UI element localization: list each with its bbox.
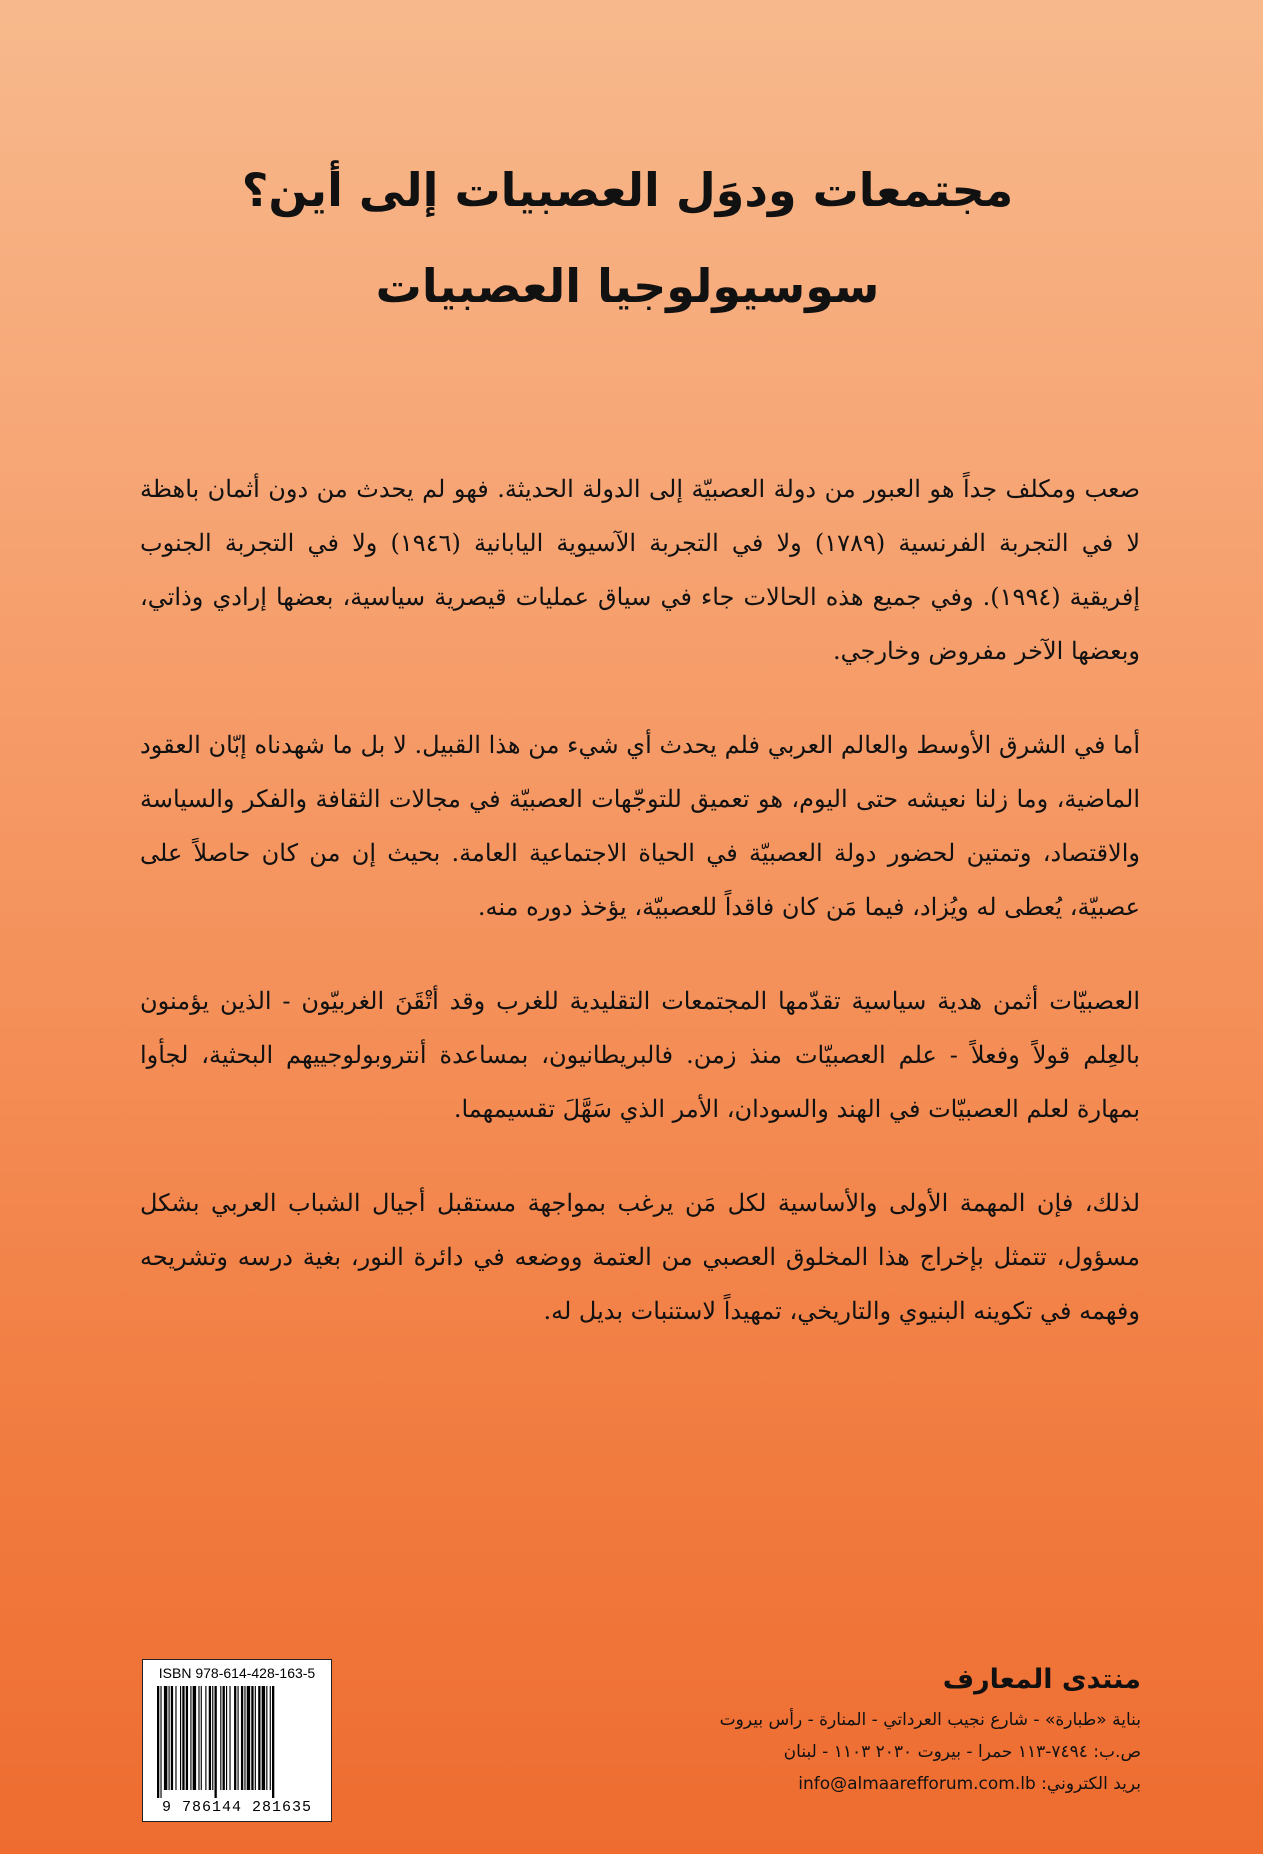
publisher-block xyxy=(641,1660,1141,1800)
blurb-paragraph-1: صعب ومكلف جداً هو العبور من دولة العصبيّة إلى الدولة الحديثة. فهو لم يحدث من دون أثمان باهظة لا في التجربة الفرنسية (١٧٨٩) ولا في التجربة الآسيوية اليابانية (١٩٤٦) ولا في التجربة الجنوب إفريقية (١٩٩٤). وفي جميع هذه الحالات جاء في سياق عمليات قيصرية سياسية، بعضها إرادي وذاتي، وبعضها الآخر مفروض وخارجي. xyxy=(140,475,1141,665)
blurb-paragraph-2: أما في الشرق الأوسط والعالم العربي فلم يحدث أي شيء من هذا القبيل. لا بل ما شهدناه إبّان العقود الماضية، وما زلنا نعيشه حتى اليوم، هو تعميق للتوجّهات العصبيّة في مجالات الثقافة والفكر والسياسة والاقتصاد، وتمتين لحضور دولة العصبيّة في الحياة الاجتماعية العامة. بحيث إن من كان حاصلاً على عصبيّة، يُعطى له ويُزاد، فيما مَن كان فاقداً للعصبيّة، يؤخذ دوره منه. xyxy=(140,731,1141,921)
book-title: مجتمعات ودوَل العصبيات إلى أين؟ xyxy=(241,163,1014,217)
publisher-email: بريد الكتروني: info@almaarefforum.com.lb xyxy=(798,1774,1141,1794)
isbn-barcode xyxy=(142,1659,332,1822)
blurb-text xyxy=(140,462,1140,1378)
book-subtitle: سوسيولوجيا العصبيات xyxy=(375,259,880,313)
publisher-name: منتدى المعارف xyxy=(942,1664,1141,1695)
blurb-paragraph-3: العصبيّات أثمن هدية سياسية تقدّمها المجتمعات التقليدية للغرب وقد أتْقَنَ الغربيّون - الذين يؤمنون بالعِلم قولاً وفعلاً - علم العصبيّات منذ زمن. فالبريطانيون، بمساعدة أنتروبولوجييهم البحثية، لجأوا بمهارة لعلم العصبيّات في الهند والسودان، الأمر الذي سَهَّلَ تقسيمهما. xyxy=(140,987,1140,1123)
barcode-digits: 9 786144 281635 xyxy=(161,1799,313,1816)
blurb-paragraph-4: لذلك، فإن المهمة الأولى والأساسية لكل مَن يرغب بمواجهة مستقبل أجيال الشباب العربي بشكل مسؤول، تتمثل بإخراج هذا المخلوق العصبي من العتمة ووضعه في دائرة النور، بغية درسه وتشريحه وفهمه في تكوينه البنيوي والتاريخي، تمهيداً لاستنبات بديل له. xyxy=(140,1189,1140,1325)
isbn-label: ISBN 978-614-428-163-5 xyxy=(158,1665,316,1681)
publisher-po-box: ص.ب: ٧٤٩٤-١١٣ حمرا - بيروت ٢٠٣٠ ١١٠٣ - لبنان xyxy=(783,1742,1141,1762)
title-block xyxy=(150,150,1105,326)
publisher-address: بناية «طبارة» - شارع نجيب العرداتي - المنارة - رأس بيروت xyxy=(719,1710,1141,1730)
barcode-bars-icon xyxy=(155,1686,321,1798)
